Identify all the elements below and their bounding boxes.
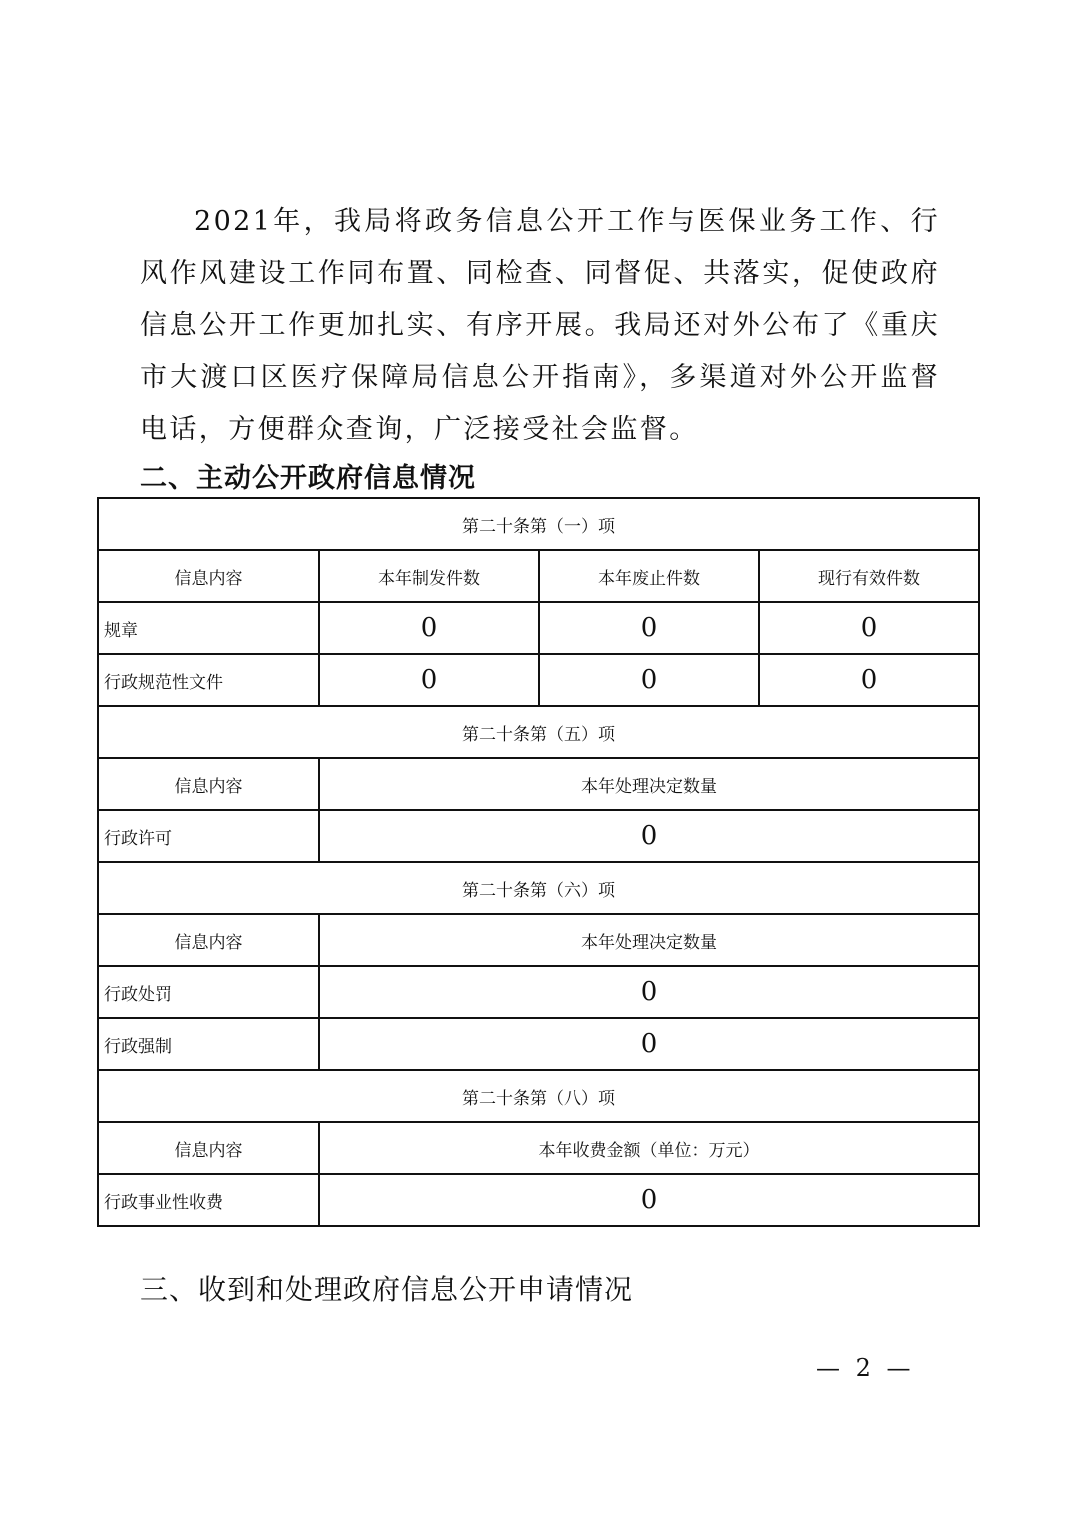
value-cell: 0 bbox=[319, 810, 979, 862]
value-cell: 0 bbox=[759, 654, 979, 706]
table-header-row bbox=[98, 1122, 979, 1174]
table-header-row bbox=[98, 550, 979, 602]
table-row bbox=[98, 1174, 979, 1226]
table-header-row bbox=[98, 758, 979, 810]
table-header-row bbox=[98, 914, 979, 966]
intro-paragraph bbox=[140, 196, 940, 456]
row-label: 行政规范性文件 bbox=[98, 654, 319, 706]
header-cell: 信息内容 bbox=[98, 1122, 319, 1174]
page-number: — 2 — bbox=[816, 1354, 915, 1382]
table-section-title-row bbox=[98, 498, 979, 550]
table-row bbox=[98, 966, 979, 1018]
value-cell: 0 bbox=[759, 602, 979, 654]
section-title-art20-8: 第二十条第（八）项 bbox=[98, 1070, 979, 1122]
value-cell: 0 bbox=[319, 654, 539, 706]
header-cell: 信息内容 bbox=[98, 758, 319, 810]
table-section-title-row bbox=[98, 1070, 979, 1122]
header-cell: 现行有效件数 bbox=[759, 550, 979, 602]
value-cell: 0 bbox=[319, 602, 539, 654]
row-label: 行政强制 bbox=[98, 1018, 319, 1070]
header-cell: 本年处理决定数量 bbox=[319, 758, 979, 810]
table-row bbox=[98, 1018, 979, 1070]
value-cell: 0 bbox=[539, 602, 759, 654]
value-cell: 0 bbox=[319, 1018, 979, 1070]
row-label: 规章 bbox=[98, 602, 319, 654]
table-row bbox=[98, 602, 979, 654]
header-cell: 本年处理决定数量 bbox=[319, 914, 979, 966]
table-row bbox=[98, 810, 979, 862]
section-title-art20-1: 第二十条第（一）项 bbox=[98, 498, 979, 550]
value-cell: 0 bbox=[539, 654, 759, 706]
proactive-disclosure-table bbox=[97, 497, 980, 1227]
section-3-heading: 三、收到和处理政府信息公开申请情况 bbox=[140, 1273, 634, 1306]
section-title-art20-6: 第二十条第（六）项 bbox=[98, 862, 979, 914]
header-cell: 本年制发件数 bbox=[319, 550, 539, 602]
row-label: 行政事业性收费 bbox=[98, 1174, 319, 1226]
intro-paragraph-text: 2021年，我局将政务信息公开工作与医保业务工作、行风作风建设工作同布置、同检查、同督促、共落实，促使政府信息公开工作更加扎实、有序开展。我局还对外公布了《重庆市大渡口区医疗保障局信息公开指南》，多渠道对外公开监督电话，方便群众查询，广泛接受社会监督。 bbox=[140, 206, 940, 445]
value-cell: 0 bbox=[319, 966, 979, 1018]
table-row bbox=[98, 654, 979, 706]
header-cell: 本年废止件数 bbox=[539, 550, 759, 602]
value-cell: 0 bbox=[319, 1174, 979, 1226]
row-label: 行政许可 bbox=[98, 810, 319, 862]
table-section-title-row bbox=[98, 706, 979, 758]
header-cell: 信息内容 bbox=[98, 914, 319, 966]
header-cell: 信息内容 bbox=[98, 550, 319, 602]
row-label: 行政处罚 bbox=[98, 966, 319, 1018]
header-cell: 本年收费金额（单位：万元） bbox=[319, 1122, 979, 1174]
table-section-title-row bbox=[98, 862, 979, 914]
section-title-art20-5: 第二十条第（五）项 bbox=[98, 706, 979, 758]
section-2-heading: 二、主动公开政府信息情况 bbox=[140, 463, 476, 494]
